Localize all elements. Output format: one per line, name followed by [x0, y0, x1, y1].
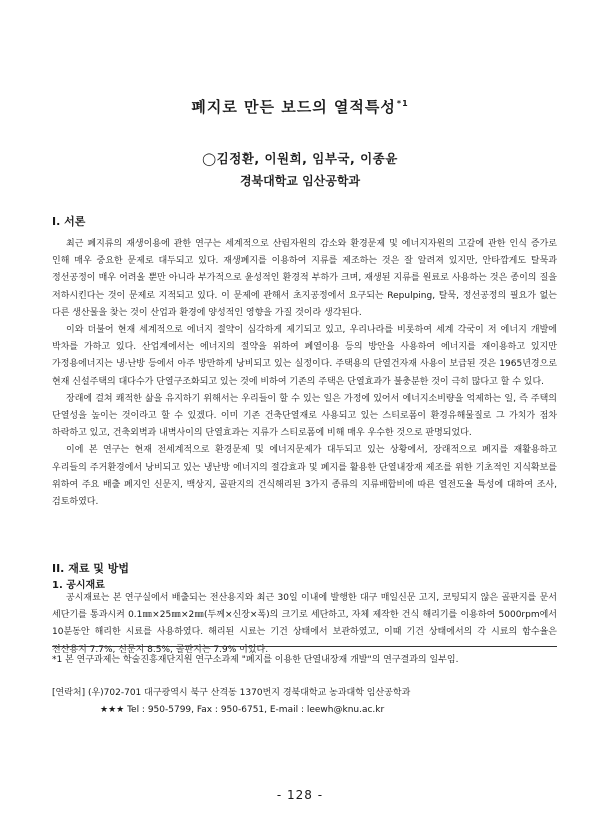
page-number: - 128 - [276, 788, 324, 802]
intro-paragraph-3: 장래에 걸쳐 쾌적한 삶을 유지하기 위해서는 우리들이 할 수 있는 일은 가정에 있어서 에너지소비량을 억제하는 일, 즉 주택의 단열성을 높이는 것이라고 할 수 있겠다. 이미 기존 건축단열재로 사용되고 있는 스티로폼이 환경유해물질로 그 가치가 점차 하락하고 있고, 건축외벽과 내벽사이의 단열효과는 지류가 스티로폼에 비해 매우 우수한 것으로 판명되었다. [52, 393, 557, 439]
intro-paragraph-2: 이와 더불어 현재 세계적으로 에너지 절약이 심각하게 제기되고 있고, 우리나라를 비롯하여 세계 각국이 저 에너지 개발에 박차를 가하고 있다. 산업계에서는 에너지의 절약을 위하여 폐열이용 등의 방안을 사용하여 에너지를 재이용하고 있지만 가정용에너지는 냉·난방 등에서 아주 방만하게 낭비되고 있는 실정이다. 주택용의 단열건자재 사용이 보급된 것은 1965년경으로 현재 신설주택의 대다수가 단열구조화되고 있는 것에 비하여 기존의 주택은 단열효과가 불충분한 것이 극히 많다고 할 수 있다. [52, 325, 557, 387]
paper-title [0, 96, 600, 117]
contact-details: ★★★ Tel : 950-5799, Fax : 950-6751, E-mail : leewh@knu.ac.kr [100, 705, 385, 715]
intro-paragraph-4: 이에 본 연구는 현재 전세계적으로 환경문제 및 에너지문제가 대두되고 있는 상황에서, 장래적으로 폐지를 재활용하고 우리들의 주거환경에서 낭비되고 있는 냉난방 에너지의 절감효과 및 폐지를 활용한 단열내장재 제조를 위한 기초적인 지식확보를 위하여 주요 배출 폐지인 신문지, 백상지, 골판지의 건식해리된 3가지 종류의 지류배합비에 따른 열전도율 특성에 대하여 조사, 검토하였다. [52, 445, 557, 508]
title-text: 폐지로 만든 보드의 열적특성 [191, 98, 396, 116]
introduction-body [52, 236, 557, 511]
affiliation: 경북대학교 임산공학과 [239, 174, 361, 188]
materials-body [52, 590, 557, 659]
contact-address: [연락처] (우)702-701 대구광역시 북구 산격동 1370번지 경북대학교 농과대학 임산공학과 [52, 688, 411, 698]
footnote: *1 본 연구과제는 학술진흥재단지원 연구소과제 "폐지를 이용한 단열내장재 개발"의 연구결과의 일부임. [52, 655, 459, 665]
intro-paragraph-1: 최근 폐지류의 재생이용에 관한 연구는 세계적으로 산림자원의 감소와 환경문제 및 에너지자원의 고갈에 관한 인식 증가로 인해 매우 중요한 문제로 대두되고 있다. 재생폐지를 이용하여 지류를 제조하는 것은 잘 알려져 있지만, 안타깝게도 탈묵과 정선공정이 매우 어려울 뿐만 아니라 부가적으로 윤성적인 환경적 부하가 크며, 재생된 지류를 원료로 사용하는 것은 종이의 질을 저하시킨다는 것이 문제로 지적되고 있다. 이 문제에 관해서 초지공정에서 요구되는 Repulping, 탈묵, 정선공정의 필요가 없는 다른 생산물을 찾는 것이 산업과 환경에 양성적인 영향을 가질 것이라 생각된다. [52, 239, 557, 318]
footnote-divider [52, 646, 557, 647]
section-heading-introduction: I. 서론 [52, 215, 86, 228]
author-list: ◯김정환, 이원희, 임부국, 이종윤 [202, 151, 398, 166]
materials-paragraph: 공시재료는 본 연구실에서 배출되는 전산용지와 최근 30일 이내에 발행한 대구 매일신문 고지, 코팅되지 않은 골판지를 문서 세단기를 통과시켜 0.1㎜×25㎜×2㎜(두께×신장×폭)의 크기로 세단하고, 자체 제작한 건식 해리기를 이용하여 5000rpm에서 10분동안 해리한 시료를 사용하였다. 해리된 시료는 기건 상태에서 보관하였고, 이때 기건 상태에서의 각 시료의 함수율은 전산용지 7.7%, 신문지 8.5%, 골판지는 7.9% 이었다. [52, 593, 557, 655]
subsection-heading-materials: 1. 공시재료 [52, 580, 105, 591]
section-heading-materials-methods: II. 재료 및 방법 [52, 562, 129, 575]
title-footnote-mark: *1 [396, 99, 409, 108]
